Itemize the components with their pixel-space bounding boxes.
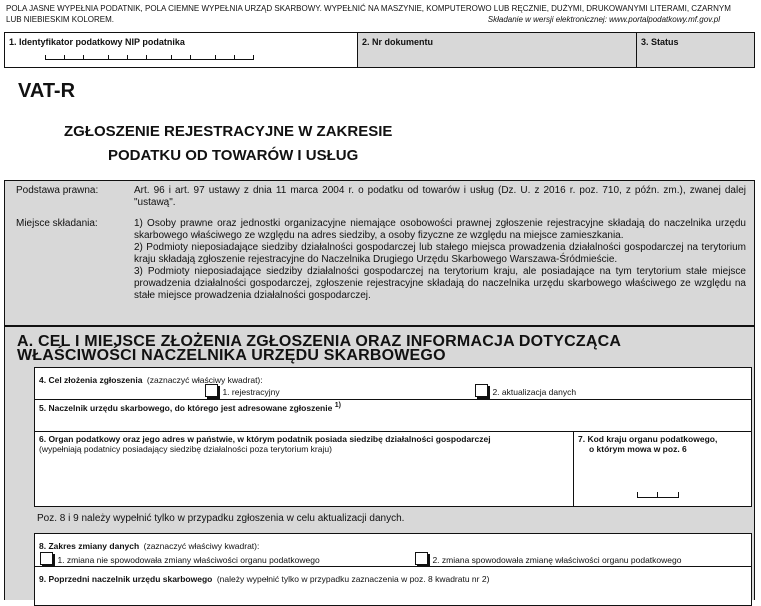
country-code-field[interactable] <box>573 431 752 507</box>
foreign-tax-authority-label-wrap <box>39 434 569 454</box>
tax-office-label-wrap <box>39 402 341 413</box>
registration-option-label: 1. rejestracyjny <box>222 387 280 397</box>
header-instructions <box>6 3 746 25</box>
update-option-label: 2. aktualizacja danych <box>492 387 577 397</box>
purpose-field <box>34 367 752 400</box>
previous-tax-office-hint: (należy wypełnić tylko w przypadku zaznaczenia w poz. 8 kwadratu nr 2) <box>216 574 490 584</box>
previous-tax-office-field[interactable] <box>34 566 752 606</box>
foreign-tax-authority-hint: (wypełniają podatnicy posiadający siedzibę działalności poza terytorium kraju) <box>39 444 332 454</box>
previous-tax-office-label-wrap <box>39 569 489 587</box>
nip-field-label: 1. Identyfikator podatkowy NIP podatnika <box>9 37 185 47</box>
purpose-hint: (zaznaczyć właściwy kwadrat): <box>146 375 263 385</box>
nip-digit-marks <box>45 55 254 60</box>
foreign-tax-authority-label: 6. Organ podatkowy oraz jego adres w państwie, w którym podatnik posiada siedzibę działalności gospodarczej <box>39 434 491 444</box>
purpose-label: 4. Cel złożenia zgłoszenia <box>39 375 143 385</box>
change-checkbox[interactable] <box>415 552 428 565</box>
document-number-label: 2. Nr dokumentu <box>362 37 434 47</box>
change-option-label: 2. zmiana spowodowała zmianę właściwości organu podatkowego <box>432 555 682 565</box>
status-label: 3. Status <box>641 37 679 47</box>
no-change-option-label: 1. zmiana nie spowodowała zmiany właściwości organu podatkowego <box>57 555 320 565</box>
header-note-electronic: Składanie w wersji elektronicznej: www.portalpodatkowy.mf.gov.pl <box>487 15 720 24</box>
submission-place-label: Miejsce składania: <box>16 218 98 229</box>
foreign-tax-authority-field[interactable] <box>34 431 574 507</box>
section-a-heading-line2: WŁAŚCIWOŚCI NACZELNIKA URZĘDU SKARBOWEGO <box>17 347 446 364</box>
country-code-label <box>578 434 717 454</box>
form-title <box>0 120 761 168</box>
previous-tax-office-label: 9. Poprzedni naczelnik urzędu skarbowego <box>39 574 213 584</box>
document-number-field <box>357 32 637 68</box>
submission-place-list <box>134 218 746 302</box>
country-code-label-line2: o którym mowa w poz. 6 <box>589 444 687 454</box>
change-scope-label: 8. Zakres zmiany danych <box>39 541 140 551</box>
section-a-heading-line1: A. CEL I MIEJSCE ZŁOŻENIA ZGŁOSZENIA ORAZ INFORMACJA DOTYCZĄCA <box>17 333 622 350</box>
change-scope-field <box>34 533 752 567</box>
form-title-line2: PODATKU OD TOWARÓW I USŁUG <box>108 147 359 164</box>
country-code-marks <box>637 492 679 498</box>
tax-office-label: 5. Naczelnik urzędu skarbowego, do którego jest adresowane zgłoszenie <box>39 402 333 413</box>
registration-checkbox[interactable] <box>205 384 218 397</box>
update-checkbox[interactable] <box>475 384 488 397</box>
header-note: POLA JASNE WYPEŁNIA PODATNIK, POLA CIEMNE WYPEŁNIA URZĄD SKARBOWY. WYPEŁNIĆ NA MASZYNIE, KOMPUTEROWO LUB RĘCZNIE, DUŻYMI, DRUKOWANYMI LITERAMI, CZARNYM LUB NIEBIESKIM KOLOREM. <box>6 4 731 24</box>
form-title-line1: ZGŁOSZENIE REJESTRACYJNE W ZAKRESIE <box>64 123 393 140</box>
no-change-checkbox[interactable] <box>40 552 53 565</box>
section-a-heading <box>17 335 621 363</box>
legal-info-box <box>4 180 755 326</box>
submission-place-item: 3) Podmioty nieposiadające siedziby działalności gospodarczej na terytorium kraju, ale posiadające na tym terytorium stałe miejsce prowadzenia działalności gospodarczej, zgłoszenie rejestracyjne składają do naczelnika urzędu skarbowego właściwego ze względu na stałe miejsce prowadzenia działalności gospodarczej. <box>134 266 746 301</box>
fields-8-9-note: Poz. 8 i 9 należy wypełnić tylko w przypadku zgłoszenia w celu aktualizacji danych. <box>37 513 405 524</box>
country-code-label-line1: 7. Kod kraju organu podatkowego, <box>578 434 718 444</box>
tax-office-footnote: 1) <box>334 402 341 409</box>
section-a <box>4 326 755 600</box>
nip-field[interactable] <box>4 32 358 68</box>
change-scope-hint: (zaznaczyć właściwy kwadrat): <box>143 541 260 551</box>
legal-basis-label: Podstawa prawna: <box>16 185 99 196</box>
form-code: VAT-R <box>18 80 76 102</box>
submission-place-item: 1) Osoby prawne oraz jednostki organizacyjne niemające osobowości prawnej zgłoszenie rejestracyjne składają do naczelnika urzędu skarbowego właściwego ze względu na adres siedziby, a osoby fizyczne ze względu na miejsce zamieszkania. <box>134 218 746 241</box>
submission-place-item: 2) Podmioty nieposiadające siedziby działalności gospodarczej lub stałego miejsca prowadzenia działalności gospodarczej na terytorium kraju składają zgłoszenie rejestracyjne do Naczelnika Drugiego Urzędu Skarbowego Warszawa-Śródmieście. <box>134 242 746 265</box>
purpose-option-registration[interactable] <box>205 382 280 400</box>
legal-basis-text: Art. 96 i art. 97 ustawy z dnia 11 marca 2004 r. o podatku od towarów i usług (Dz. U. z 2016 r. poz. 710, z późn. zm.), zwanej dalej "ustawą". <box>134 185 746 208</box>
status-field <box>636 32 755 68</box>
tax-office-field[interactable] <box>34 399 752 432</box>
purpose-option-update[interactable] <box>475 382 576 400</box>
